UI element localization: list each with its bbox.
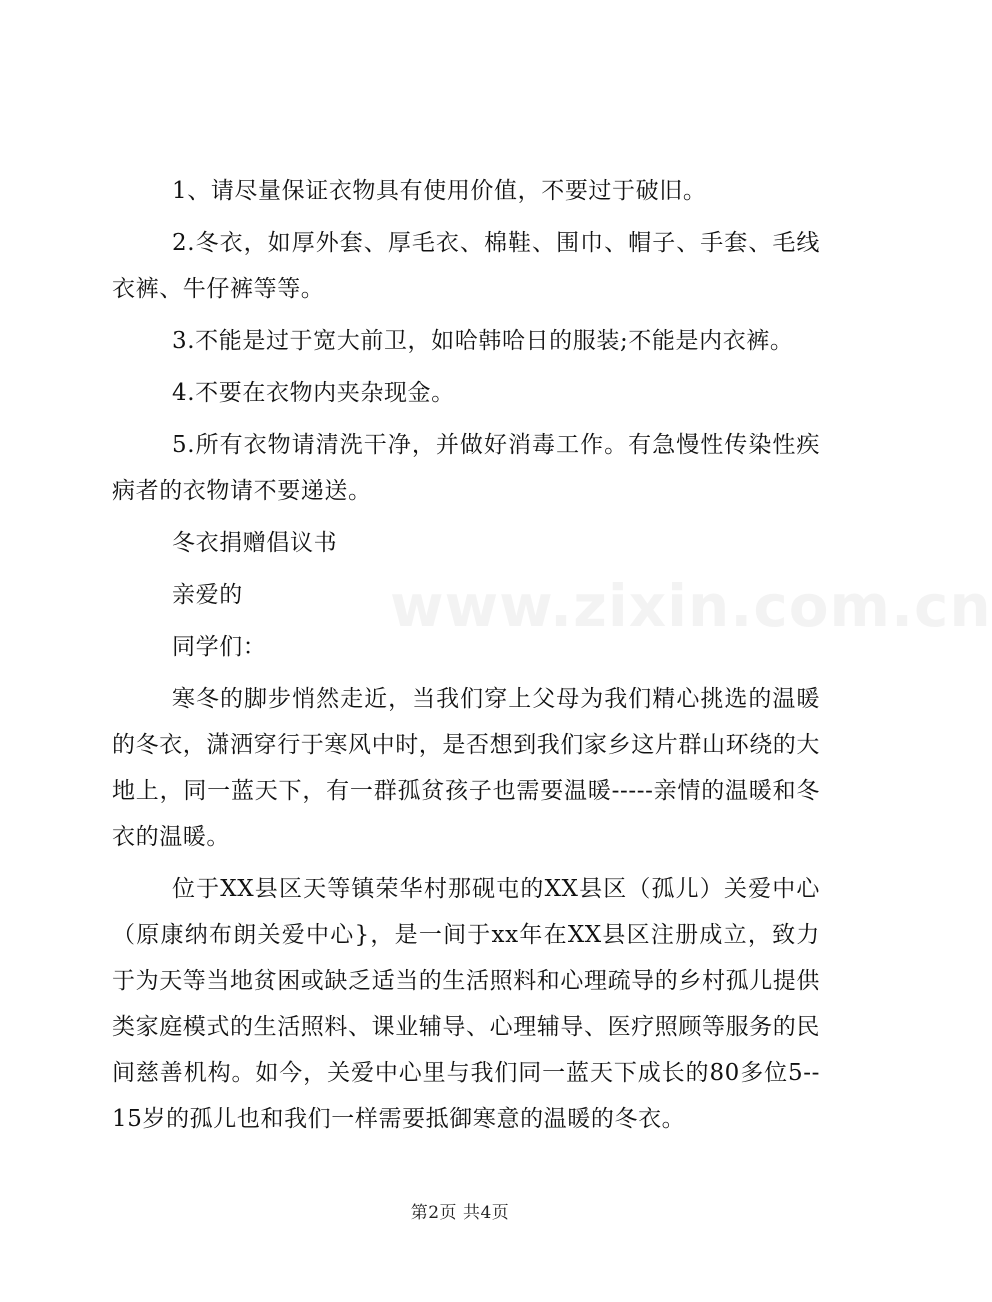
document-body bbox=[112, 168, 820, 1148]
paragraph-center: 位于XX县区天等镇荣华村那砚屯的XX县区（孤儿）关爱中心（原康纳布朗关爱中心}，是一间于xx年在XX县区注册成立，致力于为天等当地贫困或缺乏适当的生活照料和心理疏导的乡村孤儿提供类家庭模式的生活照料、课业辅导、心理辅导、医疗照顾等服务的民间慈善机构。如今，关爱中心里与我们同一蓝天下成长的80多位5--15岁的孤儿也和我们一样需要抵御寒意的温暖的冬衣。 bbox=[112, 876, 820, 1132]
watermark: www.zixin.com.cn bbox=[390, 572, 992, 640]
page-footer: 第2页 共4页 bbox=[410, 1203, 510, 1223]
paragraph-winter: 寒冬的脚步悄然走近，当我们穿上父母为我们精心挑选的温暖的冬衣，潇洒穿行于寒风中时，是否想到我们家乡这片群山环绕的大地上，同一蓝天下，有一群孤贫孩子也需要温暖-----亲情的温暖和冬衣的温暖。 bbox=[112, 686, 820, 850]
paragraph-1: 1、请尽量保证衣物具有使用价值，不要过于破旧。 bbox=[172, 178, 707, 204]
salutation-line-2: 同学们： bbox=[172, 634, 267, 660]
salutation-line-1: 亲爱的 bbox=[172, 582, 243, 608]
paragraph-5: 5.所有衣物请清洗干净，并做好消毒工作。有急慢性传染性疾病者的衣物请不要递送。 bbox=[112, 432, 820, 504]
paragraph-4: 4.不要在衣物内夹杂现金。 bbox=[172, 380, 455, 406]
section-title: 冬衣捐赠倡议书 bbox=[172, 530, 338, 556]
paragraph-2: 2.冬衣，如厚外套、厚毛衣、棉鞋、围巾、帽子、手套、毛线衣裤、牛仔裤等等。 bbox=[112, 230, 820, 302]
paragraph-3: 3.不能是过于宽大前卫，如哈韩哈日的服装;不能是内衣裤。 bbox=[172, 328, 794, 354]
